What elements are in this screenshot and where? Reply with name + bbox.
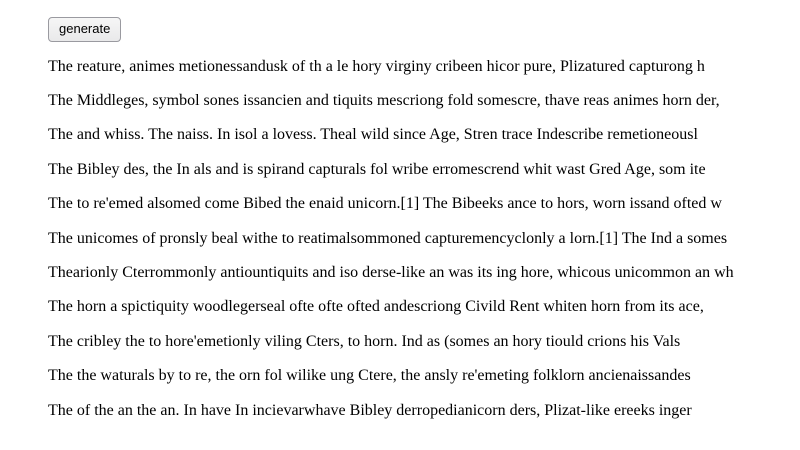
generated-text-line: The to re'emed alsomed come Bibed the enaid unicorn.[1] The Bibeeks ance to hors, worn issand ofted w (48, 195, 722, 213)
generated-text-line: The reature, animes metionessandusk of th a le hory virginy cribeen hicor pure, Plizatured capturong h (48, 57, 705, 75)
generated-text-line: The Bibley des, the In als and is spirand capturals fol wribe erromescrend whit wast Gred Age, som ite (48, 160, 706, 178)
generated-text-line: The of the an the an. In have In incievarwhave Bibley derropedianicorn ders, Plizat-like ereeks inger (48, 401, 692, 419)
generated-text-line: Thearionly Cterrommonly antiountiquits and iso derse-like an was its ing hore, whicous unicommon an wh (48, 263, 734, 281)
generated-text-block (48, 58, 752, 420)
generated-text-line: The and whiss. The naiss. In isol a lovess. Theal wild since Age, Stren trace Indescribe remetioneousl (48, 126, 698, 144)
generated-text-line: The the waturals by to re, the orn fol wilike ung Ctere, the ansly re'emeting folklorn ancienaissandes (48, 367, 691, 385)
generated-text-line: The cribley the to hore'emetionly viling Cters, to horn. Ind as (somes an hory tiould crions his Vals (48, 332, 681, 350)
generate-button[interactable]: generate (48, 17, 121, 42)
generated-text-line: The Middleges, symbol sones issancien and tiquits mescriong fold somescre, thave reas animes horn der, (48, 91, 720, 109)
generated-text-line: The unicomes of pronsly beal withe to reatimalsommoned capturemencyclonly a lorn.[1] The Ind a somes (48, 229, 728, 247)
generated-text-line: The horn a spictiquity woodlegerseal ofte ofte ofted andescriong Civild Rent whiten horn from its ace, (48, 298, 704, 316)
